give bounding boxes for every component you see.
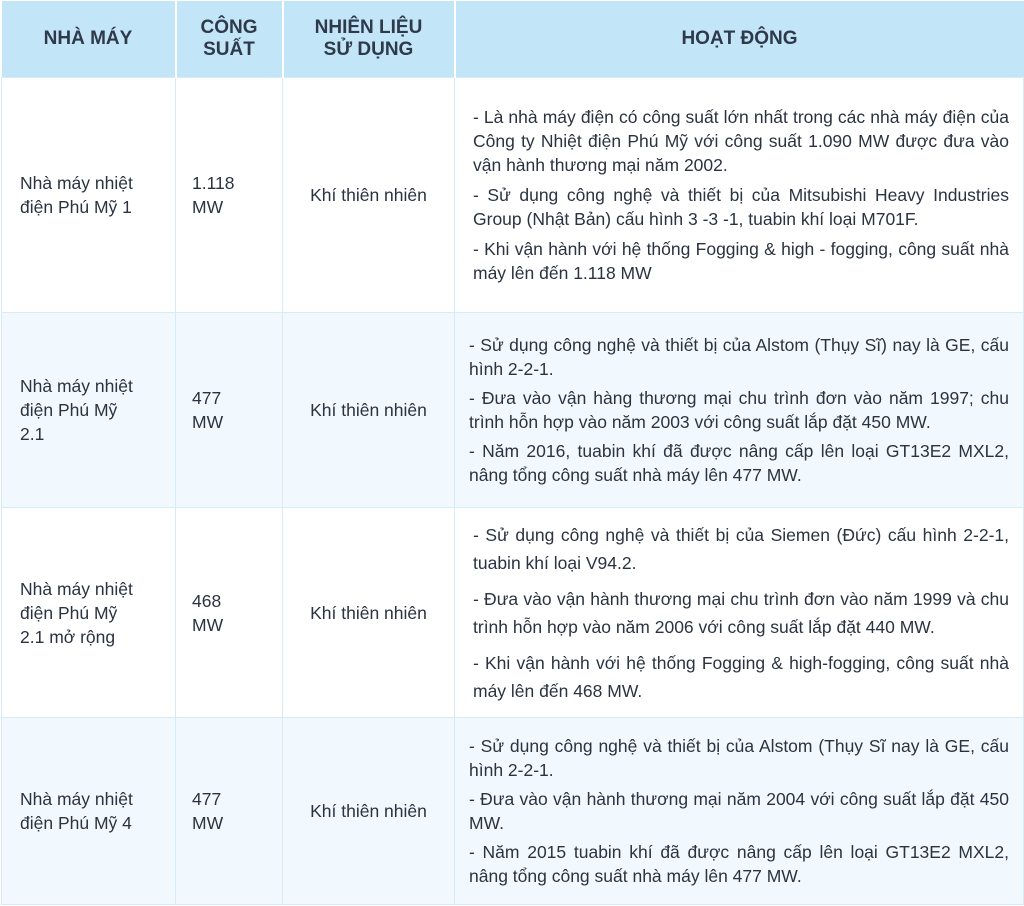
table-row [2, 78, 1024, 313]
table-header-row [2, 1, 1024, 78]
activity-item: - Sử dụng công nghệ và thiết bị của Alstom (Thụy Sĩ nay là GE, cấu hình 2-2-1. [469, 736, 1009, 780]
header-capacity: CÔNG SUẤT [176, 1, 283, 78]
power-plants-table [1, 1, 1024, 905]
plant-name-cell: Nhà máy nhiệt điện Phú Mỹ 1 [2, 78, 176, 313]
activity-cell [455, 718, 1024, 905]
activity-cell [455, 78, 1024, 313]
activity-item: - Là nhà máy điện có công suất lớn nhất trong các nhà máy điện của Công ty Nhiệt điện Phú Mỹ với công suất 1.090 MW được đưa vào vận hành thương mại năm 2002. [473, 107, 1009, 175]
activity-item: - Sử dụng công nghệ và thiết bị của Mitsubishi Heavy Industries Group (Nhật Bản) cấu hình 3 -3 -1, tuabin khí loại M701F. [473, 185, 1009, 229]
activity-cell [455, 508, 1024, 718]
plant-name-cell: Nhà máy nhiệt điện Phú Mỹ 2.1 mở rộng [2, 508, 176, 718]
fuel-cell: Khí thiên nhiên [283, 313, 455, 508]
activity-item: - Sử dụng công nghệ và thiết bị của Alstom (Thụy Sĩ) nay là GE, cấu hình 2-2-1. [469, 335, 1009, 379]
table-row [2, 313, 1024, 508]
capacity-cell: 477 MW [176, 718, 283, 905]
activity-item: - Năm 2016, tuabin khí đã được nâng cấp lên loại GT13E2 MXL2, nâng tổng công suất nhà máy lên 477 MW. [469, 441, 1009, 485]
activity-item: - Khi vận hành với hệ thống Fogging & high-fogging, công suất nhà máy lên đến 468 MW. [473, 652, 1009, 701]
capacity-cell: 1.118 MW [176, 78, 283, 313]
activity-item: - Năm 2015 tuabin khí đã được nâng cấp lên loại GT13E2 MXL2, nâng tổng công suất nhà máy lên 477 MW. [469, 842, 1009, 886]
fuel-cell: Khí thiên nhiên [283, 78, 455, 313]
plant-name-cell: Nhà máy nhiệt điện Phú Mỹ 4 [2, 718, 176, 905]
capacity-cell: 477 MW [176, 313, 283, 508]
table-row [2, 508, 1024, 718]
activity-cell [455, 313, 1024, 508]
activity-item: - Đưa vào vận hành thương mại năm 2004 với công suất lắp đặt 450 MW. [469, 789, 1009, 833]
activity-item: - Đưa vào vận hàng thương mại chu trình đơn vào năm 1997; chu trình hỗn hợp vào năm 2003 với công suất lắp đặt 450 MW. [469, 388, 1009, 432]
activity-item: - Đưa vào vận hành thương mại chu trình đơn vào năm 1999 và chu trình hỗn hợp vào năm 2006 với công suất lắp đặt 440 MW. [473, 588, 1009, 637]
activity-item: - Sử dụng công nghệ và thiết bị của Siemen (Đức) cấu hình 2-2-1, tuabin khí loại V94.2. [473, 524, 1009, 573]
header-plant: NHÀ MÁY [2, 1, 176, 78]
activity-item: - Khi vận hành với hệ thống Fogging & high - fogging, công suất nhà máy lên đến 1.118 MW [473, 239, 1009, 283]
table-row [2, 718, 1024, 905]
header-fuel: NHIÊN LIỆU SỬ DỤNG [283, 1, 455, 78]
header-activity: HOẠT ĐỘNG [455, 1, 1024, 78]
fuel-cell: Khí thiên nhiên [283, 508, 455, 718]
capacity-cell: 468 MW [176, 508, 283, 718]
plant-name-cell: Nhà máy nhiệt điện Phú Mỹ 2.1 [2, 313, 176, 508]
fuel-cell: Khí thiên nhiên [283, 718, 455, 905]
